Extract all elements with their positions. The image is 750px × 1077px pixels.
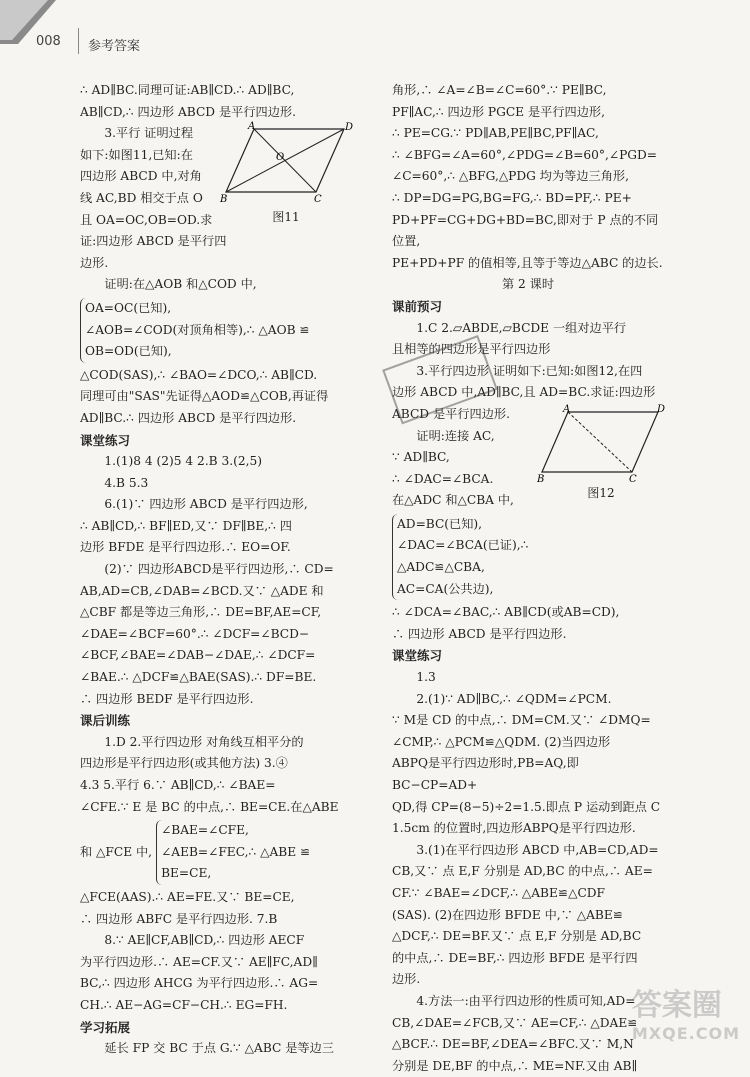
- text-line: ∠CMP,∴ △PCM≌△QDM. (2)当四边形: [392, 734, 611, 749]
- fig11-label-d: D: [345, 122, 354, 133]
- text-line: PD+PF=CG+DG+BD=BC,即对于 P 点的不同位置,: [392, 212, 659, 249]
- watermark-main: 答案圈: [631, 988, 722, 1023]
- text-line: CB,又∵ 点 E,F 分别是 AD,BC 的中点,∴ AE=: [392, 864, 653, 879]
- text-line: 8.∵ AE∥CF,AB∥CD,∴ 四边形 AECF: [104, 933, 305, 948]
- figure-11: [220, 120, 352, 225]
- fig12-label-d: D: [657, 404, 666, 415]
- text-line: 1.C 2.▱ABDE,▱BCDE 一组对边平行: [416, 320, 627, 335]
- text-line: 4.B 5.3: [104, 475, 149, 490]
- text-line: 证:四边形 ABCD 是平行四边形.: [80, 234, 227, 270]
- text-line: ∠DAE=∠BCF=60°.∴ ∠DCF=∠BCD−: [80, 626, 310, 641]
- text-line: ∴ 四边形 ABCD 是平行四边形.: [392, 626, 567, 641]
- text-line: 同理可由"SAS"先证得△AOD≌△COB,再证得: [80, 389, 329, 404]
- text-line: 3.平行四边形 证明如下:已知:如图12,在四: [416, 363, 643, 378]
- text-line: PF∥AC,∴ 四边形 PGCE 是平行四边形,: [392, 104, 605, 119]
- section-heading: 课堂练习: [392, 648, 443, 664]
- text-line: ∴ 四边形 BEDF 是平行四边形.: [80, 691, 254, 706]
- text-line: ∴ AD∥BC.同理可证:AB∥CD.∴ AD∥BC,: [80, 83, 295, 97]
- text-line: 边形.: [392, 972, 421, 987]
- equation-system: [80, 298, 352, 363]
- parallelogram-diagram-12: [535, 402, 667, 484]
- parallelogram-diagram-11: [220, 120, 352, 208]
- text-line: ∵ AD∥BC,: [392, 450, 450, 465]
- system-line: ∠AOB=∠COD(对顶角相等),∴ △AOB ≌: [85, 322, 310, 337]
- watermark-sub: MXQE.COM: [631, 1024, 740, 1043]
- text-line: 为平行四边形.∴ AE=CF.又∵ AE∥FC,AD∥: [80, 954, 318, 969]
- system-line: AC=CA(公共边),: [397, 581, 494, 596]
- text-line: 且相等的四边形是平行四边形: [392, 342, 551, 357]
- text-line: △DCF,∴ DE=BF.又∵ 点 E,F 分别是 AD,BC: [392, 929, 642, 944]
- text-line: 的中点,∴ DE=BF,∴ 四边形 BFDE 是平行四: [392, 950, 638, 965]
- text-line: △FCE(AAS).∴ AE=FE.又∵ BE=CE,: [80, 889, 295, 904]
- text-line: △CBF 都是等边三角形,∴ DE=BF,AE=CF,: [80, 605, 322, 620]
- text-line: 1.(1)8 4 (2)5 4 2.B 3.(2,5): [104, 454, 263, 469]
- watermark: [632, 980, 740, 1043]
- text-line: 6.(1)∵ 四边形 ABCD 是平行四边形,: [104, 497, 308, 512]
- text-line: 1.5cm 的位置时,四边形ABPQ是平行四边形.: [392, 821, 636, 836]
- fig12-label-c: C: [629, 474, 637, 485]
- text-line: PE+PD+PF 的值相等,且等于等边△ABC 的边长.: [392, 255, 663, 270]
- text-line: QD,得 CP=(8−5)÷2=1.5.即点 P 运动到距点 C: [392, 799, 661, 814]
- system-line: ∠AEB=∠FEC,∴ △ABE ≌: [161, 844, 311, 859]
- text-line: 线 AC,BD 相交于点 O: [80, 190, 203, 205]
- text-line: AD∥BC.∴ 四边形 ABCD 是平行四边形.: [80, 410, 297, 425]
- text-line: 2.(1)∵ AD∥BC,∴ ∠QDM=∠PCM.: [416, 691, 612, 706]
- text-line: ∴ 四边形 ABFC 是平行四边形. 7.B: [80, 911, 278, 926]
- text-line: ∴ PE=CG.∵ PD∥AB,PE∥BC,PF∥AC,: [392, 126, 599, 141]
- text-line: 证明:连接 AC,: [416, 428, 495, 443]
- figure-12: [535, 402, 667, 501]
- fig11-label-b: B: [220, 194, 228, 205]
- fig11-label-a: A: [248, 121, 256, 132]
- section-heading: 课后训练: [80, 713, 131, 729]
- right-column: [392, 80, 664, 1077]
- text-line: (SAS). (2)在四边形 BFDE 中,∵ △ABE≌: [392, 907, 623, 922]
- text-line: 且 OA=OC,OB=OD.求: [80, 212, 213, 227]
- text-line: ABPQ是平行四边形时,PB=AQ,即 BC−CP=AD+: [392, 756, 579, 792]
- text-line: 边形 BFDE 是平行四边形.∴ EO=OF.: [80, 540, 291, 555]
- text-line: 角形,∴ ∠A=∠B=∠C=60°.∵ PE∥BC,: [392, 83, 607, 97]
- text-line: AB,AD=CB,∠DAB=∠BCD.又∵ △ADE 和: [80, 583, 324, 598]
- text-line: 边形 ABCD 中,AD∥BC,且 AD=BC.求证:四边形: [392, 385, 656, 400]
- text-line: ABCD 是平行四边形.: [392, 406, 510, 421]
- system-line: OA=OC(已知),: [85, 300, 172, 315]
- system-line: OB=OD(已知),: [85, 344, 172, 359]
- system-line: AD=BC(已知),: [397, 516, 483, 531]
- text-line: 证明:在△AOB 和△COD 中,: [104, 277, 257, 292]
- text-line: ∠BAE.∴ △DCF≌△BAE(SAS).∴ DF=BE.: [80, 670, 317, 685]
- fig12-label-a: A: [563, 404, 571, 415]
- text-line: 第 2 课时: [501, 277, 555, 292]
- text-line: CB,∠DAE=∠FCB,又∵ AE=CF,∴ △DAE≌: [392, 1015, 638, 1030]
- left-column: [80, 80, 352, 1060]
- fig11-label-c: C: [314, 194, 322, 205]
- text-line: 如下:如图11,已知:在: [80, 147, 193, 162]
- text-line: ∴ ∠BFG=∠A=60°,∠PDG=∠B=60°,∠PGD=: [392, 147, 658, 162]
- text-line: CF.∵ ∠BAE=∠DCF,∴ △ABE≌△CDF: [392, 885, 605, 900]
- text-line: BC,∴ 四边形 AHCG 为平行四边形.∴ AG=: [80, 976, 319, 991]
- equation-system: [392, 514, 542, 600]
- text-line: ∠C=60°,∴ △BFG,△PDG 均为等边三角形,: [392, 169, 629, 184]
- text-line: ∴ ∠DAC=∠BCA.: [392, 471, 494, 486]
- text-line: 3.(1)在平行四边形 ABCD 中,AB=CD,AD=: [416, 842, 659, 857]
- fig11-label-o: O: [276, 152, 285, 163]
- section-heading: 课前预习: [392, 298, 443, 314]
- text-line: 在△ADC 和△CBA 中,: [392, 493, 514, 508]
- section-heading: 课堂练习: [80, 432, 131, 448]
- text-line: 四边形是平行四边形(或其他方法) 3.④: [80, 756, 288, 771]
- text-line: CH.∴ AE−AG=CF−CH.∴ EG=FH.: [80, 997, 288, 1012]
- text-line: ∠BCF,∠BAE=∠DAB−∠DAE,∴ ∠DCF=: [80, 648, 316, 663]
- text-line: 延长 FP 交 BC 于点 G.∵ △ABC 是等边三: [104, 1041, 334, 1056]
- text-line: 1.3: [416, 670, 436, 685]
- text-line: ∵ M是 CD 的中点,∴ DM=CM.又∵ ∠DMQ=: [392, 713, 651, 728]
- text-line: 分别是 DE,BF 的中点,∴ ME=NF.又由 AB∥: [392, 1058, 638, 1073]
- page-header-title: 参考答案: [88, 39, 141, 54]
- text-line: (2)∵ 四边形ABCD是平行四边形,∴ CD=: [104, 562, 334, 577]
- text-line: 4.3 5.平行 6.∵ AB∥CD,∴ ∠BAE=: [80, 778, 276, 792]
- text-line: ∠CFE.∵ E 是 BC 的中点,∴ BE=CE.在△ABE: [80, 799, 339, 814]
- fig12-label-b: B: [537, 474, 545, 485]
- text-line: ∴ AB∥CD,∴ BF∥ED,又∵ DF∥BE,∴ 四: [80, 518, 292, 533]
- section-heading: 学习拓展: [80, 1019, 131, 1035]
- system-line: ∠DAC=∠BCA(已证),∴ △ADC≌△CBA,: [397, 538, 529, 575]
- system-line: ∠BAE=∠CFE,: [161, 823, 249, 838]
- text-line: △BCF.∴ DE=BF,∠DEA=∠BFC.又∵ M,N: [392, 1037, 634, 1052]
- text-line: 4.方法一:由平行四边形的性质可知,AD=: [416, 993, 636, 1008]
- header-divider: [78, 28, 79, 54]
- text-line: ∴ ∠DCA=∠BAC,∴ AB∥CD(或AB=CD),: [392, 605, 620, 620]
- system-line: BE=CE,: [161, 866, 212, 881]
- figure-12-caption: 图12: [587, 486, 615, 500]
- equation-system: [80, 818, 352, 887]
- text-line: ∴ DP=DG=PG,BG=FG,∴ BD=PF,∴ PE+: [392, 190, 632, 205]
- text-line: 四边形 ABCD 中,对角: [80, 169, 202, 184]
- text-line: 1.D 2.平行四边形 对角线互相平分的: [104, 734, 304, 749]
- text-line: AB∥CD,∴ 四边形 ABCD 是平行四边形.: [80, 104, 296, 119]
- page-number: 008: [36, 34, 61, 49]
- text-line: △COD(SAS),∴ ∠BAO=∠DCO,∴ AB∥CD.: [80, 367, 318, 382]
- text-line: 3.平行 证明过程: [104, 126, 194, 141]
- figure-11-caption: 图11: [272, 210, 300, 224]
- system-prefix: 和 △FCE 中,: [80, 844, 153, 859]
